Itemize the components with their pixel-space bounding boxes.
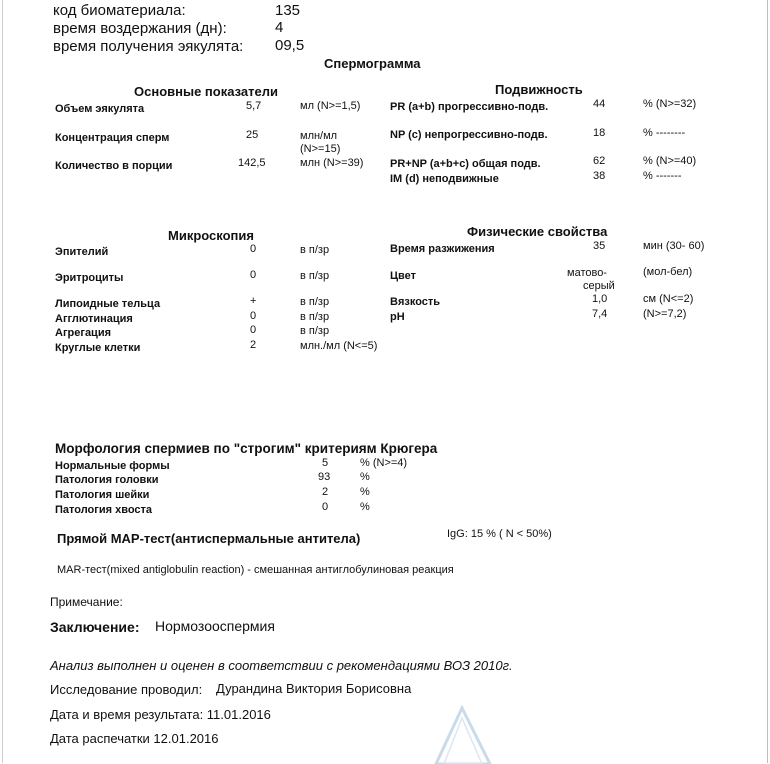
- motility-row-unit: % --------: [643, 127, 686, 139]
- basic-row-value: 5,7: [246, 100, 262, 112]
- code-value: 135: [275, 2, 301, 19]
- morph-row-unit: %: [360, 471, 370, 483]
- motility-row-unit: % -------: [643, 170, 682, 182]
- phys-row-value2: серый: [583, 280, 615, 292]
- collection-label: время получения эякулята:: [53, 38, 244, 55]
- phys-row-name: Вязкость: [390, 296, 441, 308]
- conclusion-label: Заключение:: [50, 619, 140, 635]
- motility-row-value: 18: [593, 127, 606, 139]
- micro-row-value: 0: [250, 324, 257, 336]
- phys-row-name: Время разжижения: [390, 243, 495, 255]
- basic-row-name: Количество в порции: [55, 160, 173, 172]
- code-label: код биоматериала:: [53, 2, 186, 19]
- morph-row-unit: %: [360, 486, 370, 498]
- morph-row-unit: %: [360, 501, 370, 513]
- collection-value: 09,5: [275, 37, 305, 54]
- page-title: Спермограмма: [324, 56, 421, 71]
- micro-row-name: Агглютинация: [55, 313, 133, 325]
- basic-row-name: Концентрация сперм: [55, 132, 170, 144]
- motility-row-name: NP (c) непрогрессивно-подв.: [390, 129, 548, 141]
- basic-row-unit: мл (N>=1,5): [300, 100, 361, 112]
- basic-row-unit: млн (N>=39): [300, 157, 364, 169]
- morph-row-value: 2: [322, 486, 329, 498]
- basic-row-value: 142,5: [238, 157, 266, 169]
- morph-row-unit: % (N>=4): [360, 457, 408, 469]
- micro-row-name: Круглые клетки: [55, 342, 141, 354]
- motility-row-unit: % (N>=32): [643, 98, 697, 110]
- micro-row-value: 0: [250, 243, 257, 255]
- phys-row-name: Цвет: [390, 270, 417, 282]
- phys-row-unit: мин (30- 60): [643, 240, 705, 252]
- morph-row-name: Патология головки: [55, 474, 159, 486]
- phys-row-value: 35: [593, 240, 606, 252]
- motility-heading: Подвижность: [495, 82, 583, 97]
- morph-row-value: 0: [322, 501, 329, 513]
- micro-row-unit: в п/зр: [300, 244, 330, 256]
- micro-row-unit: в п/зр: [300, 311, 330, 323]
- phys-row-unit: см (N<=2): [643, 293, 694, 305]
- micro-row-unit: млн./мл (N<=5): [300, 340, 378, 352]
- stamp-triangle: [432, 704, 542, 764]
- morph-row-value: 93: [318, 471, 331, 483]
- basic-row-unit: млн/мл: [300, 130, 338, 142]
- micro-row-name: Эритроциты: [55, 272, 124, 284]
- phys-row-value: 7,4: [592, 308, 608, 320]
- conclusion-value: Нормозооспермия: [155, 618, 275, 634]
- mar-heading: Прямой MAP-тест(антиспермальные антитела): [57, 531, 361, 546]
- phys-row-name: pH: [390, 311, 405, 323]
- phys-row-value: матово-: [567, 267, 607, 279]
- basic-row-unit2: (N>=15): [300, 143, 341, 155]
- morph-row-value: 5: [322, 457, 329, 469]
- motility-row-value: 62: [593, 155, 606, 167]
- performer-label: Исследование проводил:: [50, 682, 203, 697]
- motility-row-value: 38: [593, 170, 606, 182]
- morph-row-name: Нормальные формы: [55, 460, 170, 472]
- micro-row-name: Агрегация: [55, 327, 112, 339]
- morphology-heading: Морфология спермиев по "строгим" критериям Крюгера: [55, 441, 438, 456]
- motility-row-name: PR+NP (a+b+c) общая подв.: [390, 158, 541, 170]
- micro-row-value: +: [250, 295, 257, 307]
- micro-row-value: 2: [250, 339, 257, 351]
- motility-row-name: PR (a+b) прогрессивно-подв.: [390, 101, 549, 113]
- micro-row-value: 0: [250, 269, 257, 281]
- motility-row-unit: % (N>=40): [643, 155, 697, 167]
- remark-label: Примечание:: [50, 595, 123, 609]
- basic-heading: Основные показатели: [134, 84, 278, 99]
- phys-row-unit: (мол-бел): [643, 266, 693, 278]
- print-date: Дата распечатки 12.01.2016: [50, 731, 219, 746]
- micro-row-unit: в п/зр: [300, 325, 330, 337]
- basic-row-name: Объем эякулята: [55, 103, 145, 115]
- mar-result: IgG: 15 % ( N < 50%): [447, 528, 552, 540]
- motility-row-name: IM (d) неподвижные: [390, 173, 499, 185]
- phys-row-unit: (N>=7,2): [643, 308, 687, 320]
- result-date: Дата и время результата: 11.01.2016: [50, 707, 271, 722]
- micro-row-unit: в п/зр: [300, 296, 330, 308]
- mar-note: MAR-тест(mixed antiglobulin reaction) - смешанная антиглобулиновая реакция: [57, 564, 454, 576]
- micro-row-name: Эпителий: [55, 246, 109, 258]
- who-note: Анализ выполнен и оценен в соответствии с рекомендациями ВОЗ 2010г.: [50, 658, 513, 673]
- basic-row-value: 25: [246, 129, 259, 141]
- abstinence-value: 4: [275, 19, 284, 36]
- morph-row-name: Патология шейки: [55, 489, 150, 501]
- micro-row-value: 0: [250, 310, 257, 322]
- motility-row-value: 44: [593, 98, 606, 110]
- abstinence-label: время воздержания (дн):: [53, 20, 227, 37]
- microscopy-heading: Микроскопия: [168, 228, 254, 243]
- phys-row-value: 1,0: [592, 293, 608, 305]
- performer-name: Дурандина Виктория Борисовна: [216, 681, 412, 696]
- morph-row-name: Патология хвоста: [55, 504, 153, 516]
- physical-heading: Физические свойства: [467, 224, 608, 239]
- micro-row-unit: в п/зр: [300, 270, 330, 282]
- micro-row-name: Липоидные тельца: [55, 298, 161, 310]
